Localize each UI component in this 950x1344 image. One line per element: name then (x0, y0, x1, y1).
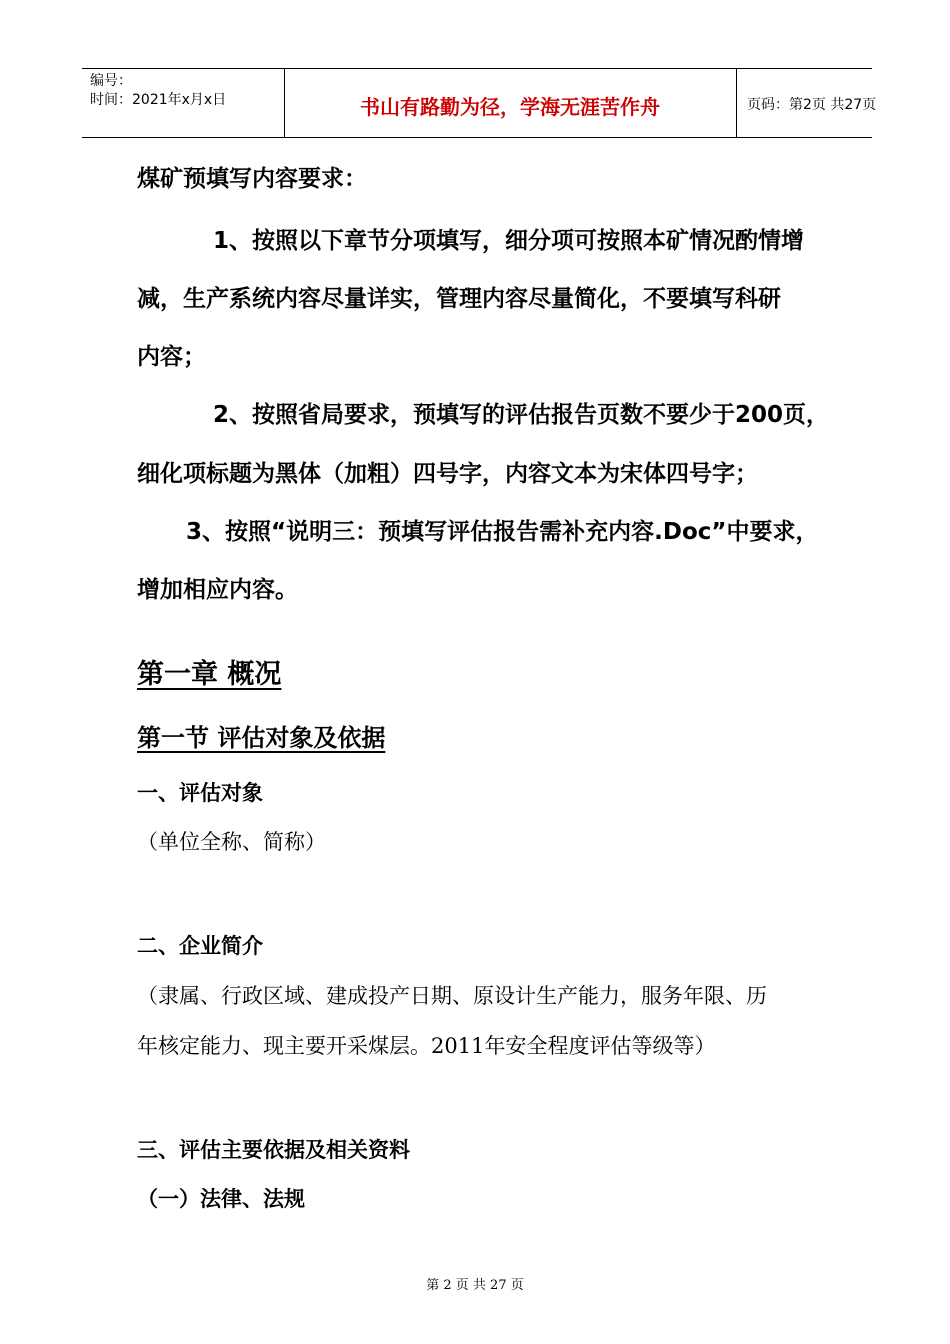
intro-item-2-line-1: 2、按照省局要求，预填写的评估报告页数不要少于200页， (213, 402, 830, 428)
subsection-2-note-line-2: 年核定能力、现主要开采煤层。2011年安全程度评估等级等） (137, 1034, 716, 1058)
subsection-2-title: 二、企业简介 (137, 934, 263, 958)
intro-item-1-line-3: 内容； (137, 344, 206, 370)
intro-item-3-line-1: 3、按照“说明三：预填写评估报告需补充内容.Doc”中要求， (186, 519, 819, 545)
page-header (82, 68, 877, 138)
subsection-1-title: 一、评估对象 (137, 781, 263, 805)
intro-item-3-line-2: 增加相应内容。 (137, 577, 298, 603)
intro-item-2-line-2: 细化项标题为黑体（加粗）四号字，内容文本为宋体四号字； (137, 461, 758, 487)
intro-item-1-line-2: 减，生产系统内容尽量详实，管理内容尽量简化，不要填写科研 (137, 286, 781, 312)
header-meta-cell (82, 69, 285, 137)
subsection-3-item-1: （一）法律、法规 (137, 1187, 305, 1211)
subsection-1-note: （单位全称、简称） (137, 830, 326, 854)
subsection-3-title: 三、评估主要依据及相关资料 (137, 1138, 410, 1162)
header-motto-cell (284, 69, 737, 137)
document-date-label: 时间：2021年x月x日 (90, 92, 227, 108)
document-number-label: 编号： (90, 73, 132, 89)
header-page-info: 页码：第2页 共27页 (747, 97, 877, 113)
header-page-cell (737, 69, 877, 137)
section-title: 第一节 评估对象及依据 (137, 724, 386, 752)
subsection-2-note-line-1: （隶属、行政区域、建成投产日期、原设计生产能力，服务年限、历 (137, 984, 767, 1008)
intro-title: 煤矿预填写内容要求： (137, 166, 367, 192)
chapter-title: 第一章 概况 (137, 659, 282, 690)
header-motto: 书山有路勤为径，学海无涯苦作舟 (360, 95, 660, 119)
page-footer: 第 2 页 共 27 页 (426, 1278, 524, 1293)
intro-item-1-line-1: 1、按照以下章节分项填写，细分项可按照本矿情况酌情增 (213, 228, 805, 254)
